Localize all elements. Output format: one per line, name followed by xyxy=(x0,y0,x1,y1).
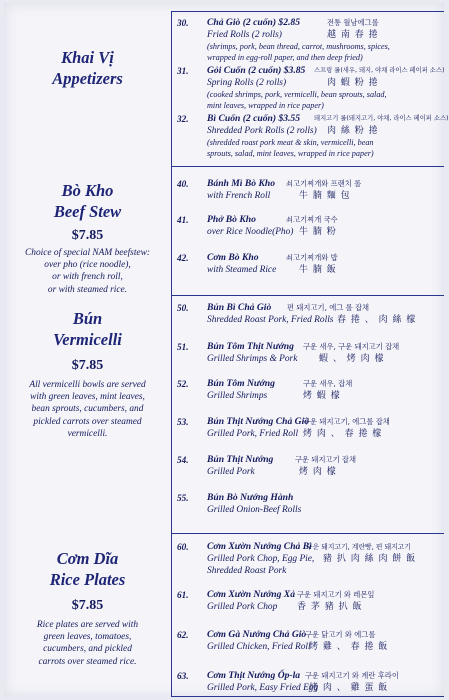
item-name: Bì Cuốn (2 cuốn) $3.55 xyxy=(207,113,301,124)
item-number: 53. xyxy=(177,417,189,427)
item-korean: 구운 돼지고기, 에그롤 잡채 xyxy=(303,417,390,426)
item-desc-line: (cooked shrimps, pork, vermicelli, bean sprouts, salad, xyxy=(207,90,387,99)
item-english: with French Roll xyxy=(207,191,271,201)
item-number: 54. xyxy=(177,455,189,465)
item-chinese: 牛 腩 麵 包 xyxy=(299,191,351,201)
section-appetizers xyxy=(4,47,171,89)
item-chinese: 豬 扒 肉 絲 肉 餅 飯 xyxy=(323,554,417,564)
item-number: 60. xyxy=(177,542,189,552)
item-english: Grilled Onion-Beef Rolls xyxy=(207,505,302,515)
item-desc-line: mint leaves, wrapped in rice paper) xyxy=(207,100,324,110)
item-korean: 돼지고기 롤(돼지고기, 야채, 라이스 페이퍼 소스) xyxy=(314,115,449,122)
item-name: Chả Giò (2 cuốn) $2.85 xyxy=(207,17,301,28)
item-english: Grilled Pork Chop xyxy=(207,602,278,612)
item-korean: 전통 월남에그롤 xyxy=(327,18,379,27)
section-vermicelli xyxy=(4,308,171,440)
item-chinese: 牛 腩 粉 xyxy=(299,227,337,237)
item-korean: 쇠고기찌개와 프랜치 롤 xyxy=(286,179,362,188)
item-desc-line: (shrimps, pork, bean thread, carrot, mushrooms, spices, xyxy=(207,42,390,51)
divider-stew xyxy=(172,166,444,167)
item-korean: 구운 돼지고기 잡채 xyxy=(295,455,357,464)
item-korean: 구운 돼지고기 와 계란 후라이 xyxy=(305,671,399,680)
section-price: $7.85 xyxy=(71,358,104,373)
section-subtitle: Beef Stew xyxy=(53,202,122,221)
item-chinese: 烤 雞 、 春 捲 飯 xyxy=(309,642,389,652)
item-english: Spring Rolls (2 rolls) xyxy=(207,78,287,88)
menu-page xyxy=(4,3,449,697)
section-desc-line: Choice of special NAM beefstew: xyxy=(25,248,150,258)
item-chinese: 春 捲 、 肉 絲 檬 xyxy=(337,315,417,325)
section-price: $7.85 xyxy=(71,228,104,243)
item-number: 52. xyxy=(177,379,189,389)
section-desc-line: green leaves, tomatoes, xyxy=(43,632,132,643)
item-english: Grilled Shrimps & Pork xyxy=(207,354,298,364)
section-desc-line: over pho (rice noodle), xyxy=(44,260,131,271)
item-korean: 구운 닭고기 와 에그롤 xyxy=(305,630,376,639)
section-beef-stew xyxy=(4,180,171,296)
item-korean: 스프링 롤(새우, 돼지, 야채 라이스 페이퍼 소스) xyxy=(314,67,445,74)
section-desc-line: bean sprouts, cucumbers, and xyxy=(31,404,144,415)
section-subtitle: Appetizers xyxy=(52,69,123,88)
item-name: Phở Bò Kho xyxy=(207,214,256,225)
section-rice-plates xyxy=(4,548,171,668)
item-name: Bún Thịt Nướng Chả Giò xyxy=(207,416,310,427)
item-name: Bún Bò Nướng Hành xyxy=(207,492,294,503)
item-english: Shredded Pork Rolls (2 rolls) xyxy=(207,126,317,136)
item-korean: 쇠고기찌개 국수 xyxy=(286,215,338,224)
section-desc-line: vermicelli. xyxy=(67,428,108,439)
item-korean: 쇠고기찌개와 밥 xyxy=(286,253,338,262)
item-english: Grilled Pork, Easy Fried Egg xyxy=(207,683,319,693)
item-desc-line: sprouts, salad, mint leaves, wrapped in rice paper) xyxy=(207,148,374,158)
item-number: 42. xyxy=(177,253,189,263)
item-korean: 구운 돼지고기, 계란빵, 편 돼지고기 xyxy=(306,543,411,551)
item-number: 55. xyxy=(177,493,189,503)
item-chinese: 烤 肉 、 雞 蛋 飯 xyxy=(309,683,389,693)
item-english: Fried Rolls (2 rolls) xyxy=(207,30,282,40)
item-english: Grilled Shrimps xyxy=(207,391,268,401)
section-title: Khai Vị xyxy=(61,48,114,67)
item-name: Cơm Xườn Nướng Chả Bì xyxy=(207,541,312,552)
section-title: Cơm Dĩa xyxy=(56,549,119,568)
item-english: Shredded Roast Pork, Fried Rolls xyxy=(207,315,334,325)
item-chinese: 肉 絲 粉 捲 xyxy=(327,126,379,136)
section-desc-line: carrots over steamed rice. xyxy=(38,656,137,667)
item-number: 63. xyxy=(177,671,189,681)
item-number: 32. xyxy=(177,114,189,124)
item-chinese: 烤 肉 檬 xyxy=(299,467,337,477)
item-number: 62. xyxy=(177,630,189,640)
item-chinese: 肉 蝦 粉 捲 xyxy=(327,78,379,88)
section-title: Bò Kho xyxy=(61,181,114,200)
item-number: 50. xyxy=(177,303,189,313)
item-number: 61. xyxy=(177,590,189,600)
item-korean: 구운 돼지고기 와 레몬잎 xyxy=(297,590,375,599)
item-english: over Rice Noodle(Pho) xyxy=(207,227,294,237)
section-desc-line: or with french roll, xyxy=(52,272,123,283)
item-name: Cơm Thịt Nướng Ốp-la xyxy=(207,670,301,681)
item-korean: 구운 새우, 구운 돼지고기 잡채 xyxy=(303,342,400,351)
section-subtitle: Vermicelli xyxy=(53,330,122,349)
item-name: Bún Tôm Nướng xyxy=(207,378,275,389)
item-english: Grilled Pork xyxy=(207,467,255,477)
item-english-line2: Shredded Roast Pork xyxy=(207,566,287,576)
item-number: 30. xyxy=(177,18,189,28)
item-korean: 편 돼지고기, 에그 롤 잡채 xyxy=(287,303,370,312)
item-number: 41. xyxy=(177,215,189,225)
item-chinese: 牛 腩 飯 xyxy=(299,265,337,275)
item-name: Bún Tôm Thịt Nướng xyxy=(207,341,294,352)
item-english: Grilled Pork Chop, Egg Pie, xyxy=(207,554,315,564)
item-name: Cơm Bò Kho xyxy=(207,252,259,263)
section-headings-column xyxy=(4,3,171,697)
item-english: Grilled Pork, Fried Roll xyxy=(207,429,299,439)
item-name: Bánh Mì Bò Kho xyxy=(207,178,275,189)
item-number: 31. xyxy=(177,66,189,76)
item-chinese: 香 茅 豬 扒 飯 xyxy=(297,602,363,612)
item-name: Gỏi Cuốn (2 cuốn) $3.85 xyxy=(207,65,306,76)
section-desc-line: cucumbers, and pickled xyxy=(43,644,132,655)
item-number: 51. xyxy=(177,342,189,352)
item-english: Grilled Chicken, Fried Roll xyxy=(207,642,311,652)
item-chinese: 越 南 春 捲 xyxy=(327,30,379,40)
item-name: Cơm Gà Nướng Chả Giò xyxy=(207,629,307,640)
divider-vermicelli xyxy=(172,295,444,296)
item-english: with Steamed Rice xyxy=(207,265,277,275)
section-title: Bún xyxy=(72,309,103,328)
item-name: Cơm Xườn Nướng Xả xyxy=(207,589,295,600)
divider-rice xyxy=(172,533,444,534)
item-name: Bún Bì Chả Giò xyxy=(207,302,272,313)
item-name: Bún Thịt Nướng xyxy=(207,454,274,465)
section-desc-line: pickled carrots over steamed xyxy=(33,416,142,427)
item-desc-line: wrapped in egg-roll paper, and then deep fried) xyxy=(207,52,363,62)
item-desc-line: (shredded roast pork meat & skin, vermicelli, bean xyxy=(207,138,374,147)
item-korean: 구운 새우, 잡채 xyxy=(303,379,353,388)
section-subtitle: Rice Plates xyxy=(49,570,126,589)
section-desc-line: All vermicelli bowls are served xyxy=(29,380,146,390)
section-price: $7.85 xyxy=(71,598,104,613)
item-number: 40. xyxy=(177,179,189,189)
item-chinese: 蝦 、 烤 肉 檬 xyxy=(319,354,385,364)
item-chinese: 烤 肉 、 春 捲 檬 xyxy=(303,429,383,439)
item-chinese: 烤 蝦 檬 xyxy=(303,391,341,401)
section-desc-line: or with steamed rice. xyxy=(47,284,128,295)
section-desc-line: with green leaves, mint leaves, xyxy=(30,392,145,403)
section-desc-line: Rice plates are served with xyxy=(36,620,139,630)
